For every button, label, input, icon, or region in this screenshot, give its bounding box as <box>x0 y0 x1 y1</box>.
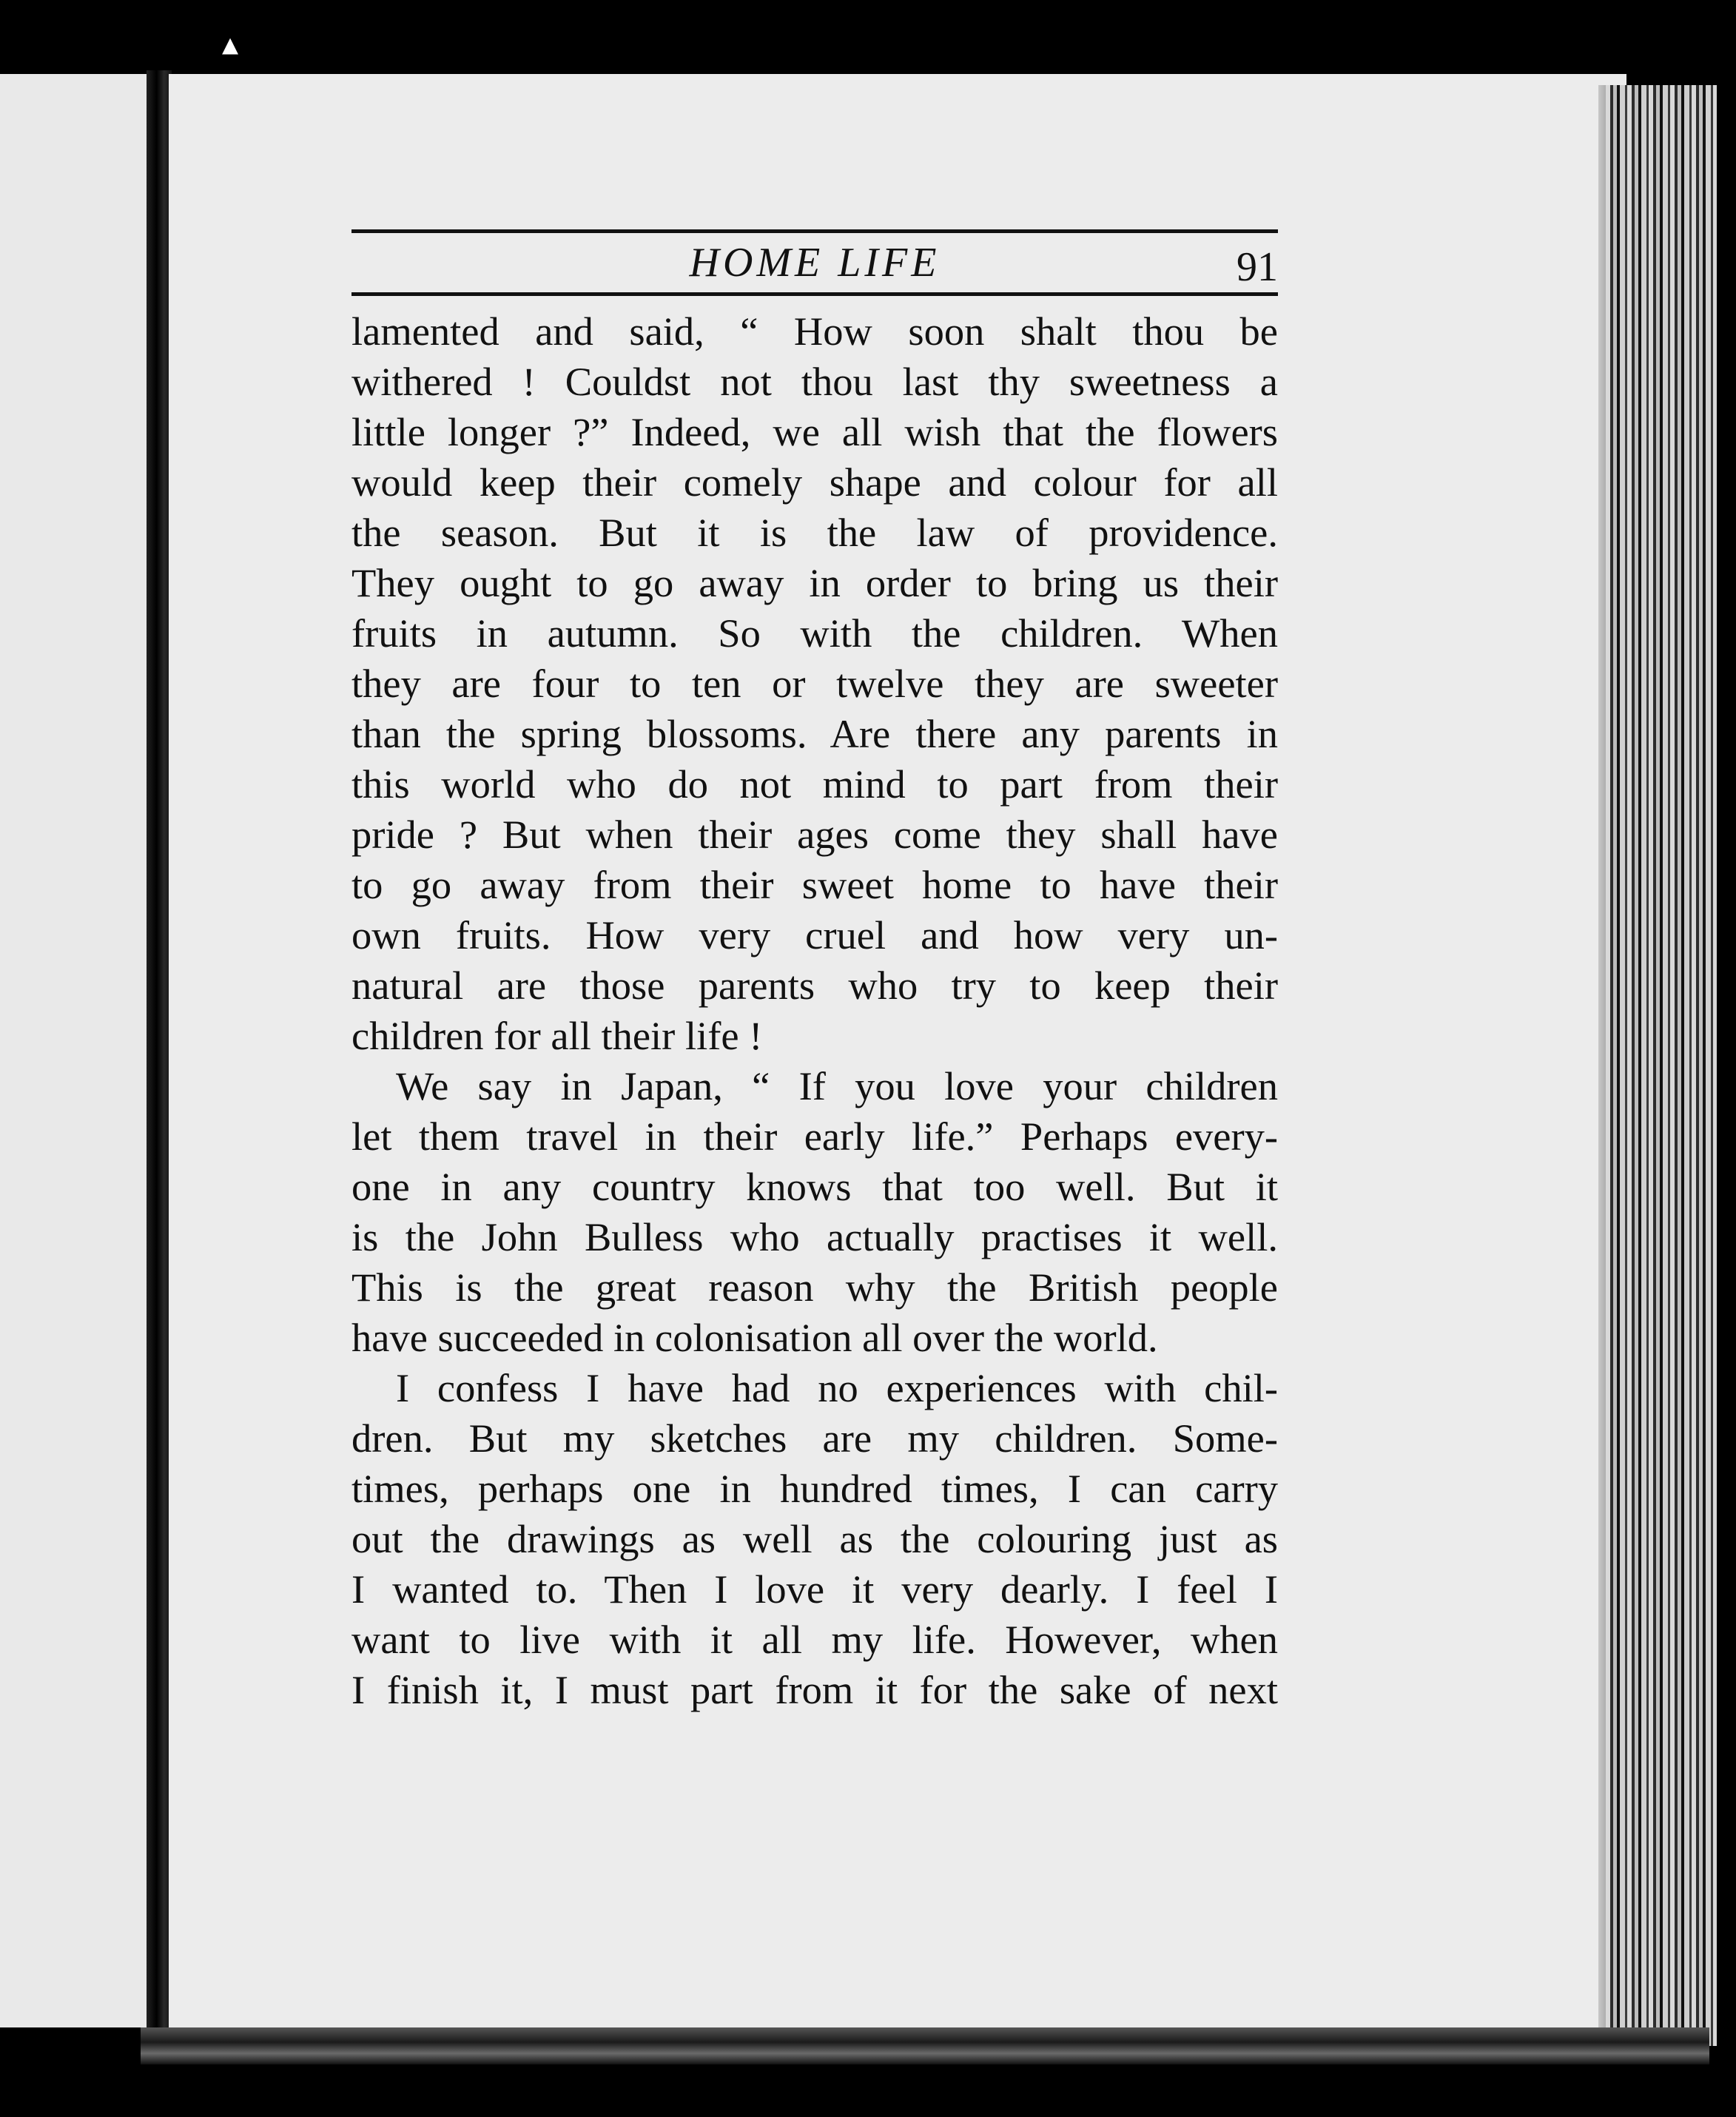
running-head-title: HOME LIFE <box>689 240 941 286</box>
text-line: one in any country knows that too well. But it <box>351 1164 1278 1209</box>
text-line: children for all their life ! <box>351 1013 763 1058</box>
text-line: dren. But my sketches are my children. Some- <box>351 1416 1278 1461</box>
text-line: want to live with it all my life. However, when <box>351 1617 1278 1662</box>
head-rule <box>351 292 1278 296</box>
text-line: We say in Japan, “ If you love your children <box>396 1063 1278 1108</box>
text-line: I wanted to. Then I love it very dearly. I feel I <box>351 1566 1278 1612</box>
left-page-edge <box>0 74 159 2027</box>
body-text <box>351 306 1278 1715</box>
text-line: natural are those parents who try to keep their <box>351 963 1278 1008</box>
bottom-page-edge <box>141 2027 1709 2064</box>
text-line: own fruits. How very cruel and how very un- <box>351 912 1278 957</box>
book-spine <box>147 70 172 2031</box>
page-number: 91 <box>1237 244 1278 290</box>
text-line: This is the great reason why the British people <box>351 1265 1278 1310</box>
text-line: fruits in autumn. So with the children. When <box>351 610 1278 656</box>
text-line: than the spring blossoms. Are there any parents in <box>351 711 1278 756</box>
text-line: out the drawings as well as the colouring just as <box>351 1516 1278 1561</box>
text-line: is the John Bulless who actually practises it well. <box>351 1214 1278 1259</box>
scan-mark-icon: ▴ <box>222 25 239 63</box>
text-line: the season. But it is the law of providence. <box>351 510 1278 555</box>
text-line: let them travel in their early life.” Perhaps every- <box>351 1114 1278 1159</box>
book-fore-edge <box>1606 85 1717 2046</box>
running-head <box>351 233 1278 292</box>
text-line: pride ? But when their ages come they shall have <box>351 812 1278 857</box>
text-line: I finish it, I must part from it for the sake of next <box>351 1667 1278 1712</box>
text-line: to go away from their sweet home to have their <box>351 862 1278 907</box>
text-block <box>351 229 1278 1715</box>
text-line: little longer ?” Indeed, we all wish that the flowers <box>351 409 1278 454</box>
text-line: have succeeded in colonisation all over the world. <box>351 1315 1158 1360</box>
text-line: lamented and said, “ How soon shalt thou be <box>351 309 1278 354</box>
text-line: would keep their comely shape and colour for all <box>351 460 1278 505</box>
text-line: They ought to go away in order to bring us their <box>351 560 1278 605</box>
text-line: this world who do not mind to part from their <box>351 761 1278 807</box>
text-line: times, perhaps one in hundred times, I can carry <box>351 1466 1278 1511</box>
text-line: they are four to ten or twelve they are sweeter <box>351 661 1278 706</box>
text-line: I confess I have had no experiences with chil- <box>396 1365 1278 1410</box>
text-line: withered ! Couldst not thou last thy sweetness a <box>351 359 1278 404</box>
